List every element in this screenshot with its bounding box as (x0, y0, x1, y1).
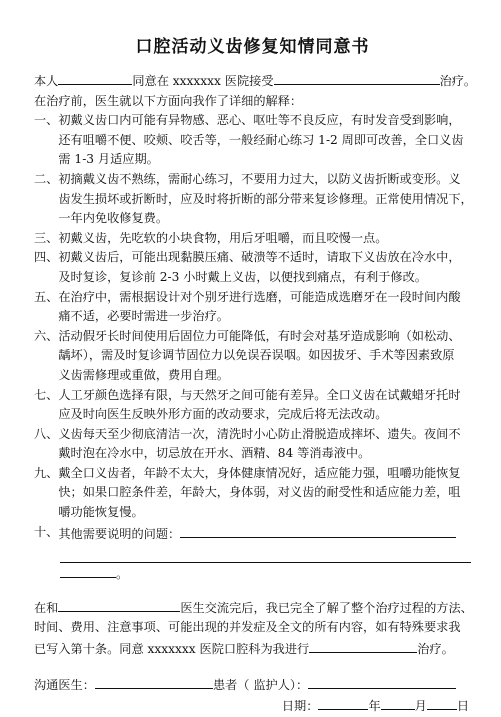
signature-line (34, 674, 471, 696)
item-10-label: 其他需要说明的问题： (58, 526, 181, 541)
item-text-line: 在治疗中，需根据设计对个别牙进行选磨，可能造成选磨牙在一段时间内酸 (58, 289, 461, 304)
other-notes-field-3[interactable] (60, 563, 116, 578)
list-item-10 (34, 523, 471, 545)
item-text-line: 活动假牙长时间使用后固位力可能降低，有时会对基牙造成影响（如松动、 (58, 328, 461, 343)
item-number: 三、 (34, 230, 59, 245)
list-item-9 (34, 464, 471, 523)
item-text-line: 及时复诊，复诊前 2-3 小时戴上义齿，以便找到痛点，有利于修改。 (58, 269, 427, 284)
consent-text-1: 医生交流完后，我已完全了解了整个治疗过程的方法、 (180, 600, 473, 615)
page-title: 口腔活动义齿修复知情同意书 (135, 37, 370, 57)
explanation-list (34, 111, 471, 522)
item-number: 六、 (34, 328, 59, 343)
consent-treatment-field[interactable] (309, 638, 417, 653)
doctor-signature-field[interactable] (95, 674, 213, 689)
consent-prefix: 在和 (34, 600, 59, 615)
doctor-signature-label: 沟通医生： (34, 677, 95, 692)
item-text-line: 初戴义齿后，可能出现黏膜压痛、破溃等不适时，请取下义齿放在冷水中， (58, 250, 461, 265)
item-number: 五、 (34, 289, 59, 304)
year-field[interactable] (318, 695, 368, 710)
consent-line-1 (34, 597, 471, 619)
item-number: 四、 (34, 250, 59, 265)
other-notes-field-2[interactable] (60, 544, 471, 563)
item-text-line: 应及时向医生反映外形方面的改动要求，完成后将无法改动。 (58, 407, 388, 422)
list-item-2 (34, 170, 471, 229)
item-text-line: 戴全口义齿者，年龄不太大，身体健康情况好，适应能力强，咀嚼功能恢复 (58, 465, 461, 480)
item-text-line: 初戴义齿，先吃软的小块食物，用后牙咀嚼，而且咬慢一点。 (58, 230, 388, 245)
other-notes-field-1[interactable] (180, 523, 456, 538)
list-item-8 (34, 425, 471, 464)
month-field[interactable] (381, 695, 415, 710)
list-item-5 (34, 288, 471, 327)
list-item-7 (34, 386, 471, 425)
date-label: 日期： (281, 699, 319, 714)
item-text-line: 义齿每天至少彻底清洁一次，清洗时小心防止滑脱造成摔坏、遗失。夜间不 (58, 426, 461, 441)
intro-middle: 同意在 xxxxxxx 医院接受 (132, 74, 274, 88)
list-item-4 (34, 248, 471, 287)
item-text-line: 快；如果口腔条件差，年龄大，身体弱，对义齿的耐受性和适应能力差，咀 (58, 485, 461, 500)
item-text-line: 需 1-3 月适应期。 (58, 152, 159, 167)
consent-line-2: 时间、费用、注意事项、可能出现的并发症及全文的所有内容，如有特殊要求我 (34, 620, 461, 635)
item-number: 九、 (34, 465, 59, 480)
doctor-name-field[interactable] (58, 597, 180, 612)
intro-suffix: 治疗。 (439, 74, 477, 88)
item-text-line: 龋坏），需及时复诊调节固位力以免误吞误咽。如因拔牙、手术等因素致原 (58, 348, 455, 363)
year-label: 年 (368, 699, 381, 714)
item-text-line: 戴时泡在冷水中，切忌放在开水、酒精、84 等消毒液中。 (58, 446, 371, 461)
item-number: 十、 (34, 524, 59, 539)
intro-line-1 (34, 70, 477, 92)
intro-line-2: 在治疗前，医生就以下方面向我作了详细的解释： (34, 93, 303, 108)
item-text-line: 嚼功能恢复慢。 (58, 505, 144, 520)
patient-signature-label: 患者（ 监护人）： (212, 677, 309, 692)
intro-prefix: 本人 (34, 74, 59, 88)
consent-text-3: 已写入第十条。同意 xxxxxxx 医院口腔科为我进行 (34, 642, 310, 657)
patient-name-field[interactable] (58, 70, 132, 85)
day-label: 日 (456, 699, 469, 714)
item-text-line: 初戴义齿口内可能有异物感、恶心、呕吐等不良反应，有时发音受到影响， (58, 113, 461, 128)
item-number: 七、 (34, 387, 59, 402)
consent-text-3-end: 治疗。 (417, 642, 454, 657)
list-item-6 (34, 327, 471, 386)
patient-signature-field[interactable] (308, 674, 456, 689)
month-label: 月 (414, 699, 427, 714)
item-text-line: 还有咀嚼不便、咬颊、咬舌等，一般经耐心练习 1-2 周即可改善，全口义齿 (58, 132, 464, 147)
item-number: 二、 (34, 171, 59, 186)
item-text-line: 一年内免收修复费。 (58, 211, 169, 226)
consent-line-3 (34, 638, 471, 660)
item-number: 一、 (34, 113, 59, 128)
item-text-line: 痛不适，必要时需进一步治疗。 (58, 309, 229, 324)
other-notes-line-3 (60, 563, 471, 585)
item-text-line: 人工牙颜色选择有限，与天然牙之间可能有差异。全口义齿在试戴蜡牙托时 (58, 387, 461, 402)
day-field[interactable] (427, 695, 457, 710)
item-text-line: 齿发生损坏或折断时，应及时将折断的部分带来复诊修理。正常使用情况下， (58, 191, 473, 206)
item-text-line: 义齿需修理或重做，费用自理。 (58, 367, 229, 382)
date-line (34, 695, 471, 717)
treatment-name-field[interactable] (274, 70, 440, 85)
item-10-end: 。 (116, 567, 129, 582)
item-number: 八、 (34, 426, 59, 441)
item-text-line: 初摘戴义齿不熟练，需耐心练习，不要用力过大，以防义齿折断或变形。义 (58, 171, 461, 186)
list-item-3 (34, 229, 471, 249)
list-item-1 (34, 111, 471, 170)
